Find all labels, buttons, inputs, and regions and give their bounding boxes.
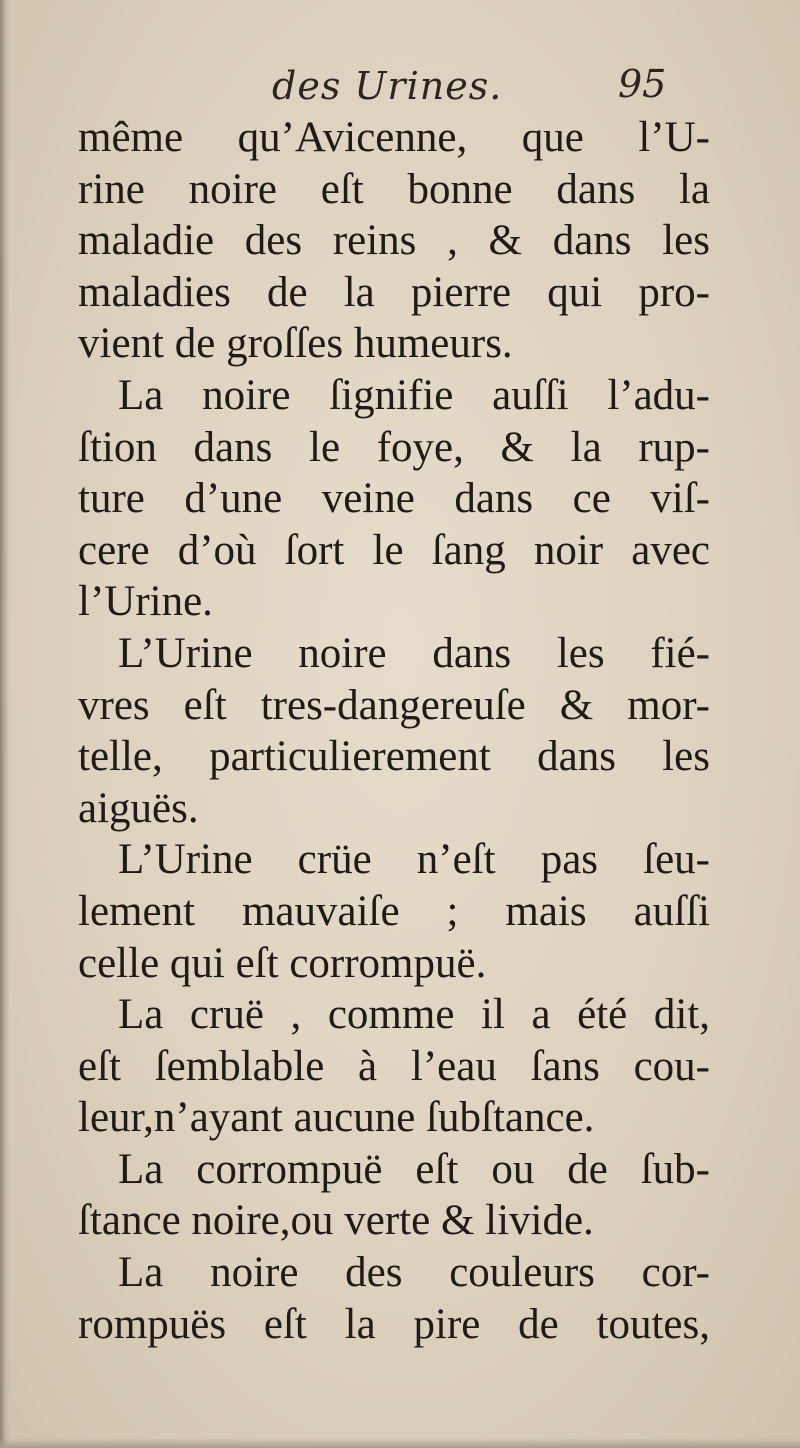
text-line: L’Urine crüe n’eſt pas ſeu-	[118, 836, 710, 884]
text-line: leur,n’ayant aucune ſubſtance.	[78, 1094, 595, 1142]
text-line: lement mauvaiſe ; mais auſſi	[78, 887, 710, 935]
text-line: aiguës.	[78, 784, 199, 832]
text-line: celle qui eſt corrompuë.	[78, 939, 487, 987]
body-text	[78, 112, 710, 1350]
text-line: La cruë , comme il a été dit,	[118, 991, 710, 1039]
running-title: des Urines.	[272, 64, 503, 108]
page-number: 95	[618, 62, 667, 106]
text-line: ſtance noire,ou verte & livide.	[78, 1197, 594, 1245]
text-line: vres eſt tres-dangereuſe & mor-	[78, 681, 710, 729]
text-line: maladies de la pierre qui pro-	[78, 268, 710, 316]
text-line: La corrompuë eſt ou de ſub-	[118, 1145, 710, 1193]
text-line: ture d’une veine dans ce viſ-	[78, 475, 710, 523]
text-line: même qu’Avicenne, que l’U-	[78, 114, 710, 161]
text-line: rine noire eſt bonne dans la	[78, 165, 710, 213]
page-header	[0, 62, 800, 110]
text-line: ſtion dans le foye, & la rup-	[78, 423, 710, 471]
text-line: eſt ſemblable à l’eau ſans cou-	[78, 1042, 710, 1090]
text-line: vient de groſſes humeurs.	[78, 320, 513, 368]
text-line: La noire des couleurs cor-	[118, 1249, 710, 1297]
text-line: telle, particulierement dans les	[78, 733, 710, 781]
text-line: maladie des reins , & dans les	[78, 217, 710, 265]
text-line: La noire ſignifie auſſi l’adu-	[118, 371, 710, 419]
text-line: L’Urine noire dans les fié-	[118, 629, 710, 677]
text-line: cere d’où ſort le ſang noir avec	[78, 526, 710, 574]
text-line: l’Urine.	[78, 578, 213, 626]
text-line: rompuës eſt la pire de toutes,	[78, 1300, 710, 1348]
